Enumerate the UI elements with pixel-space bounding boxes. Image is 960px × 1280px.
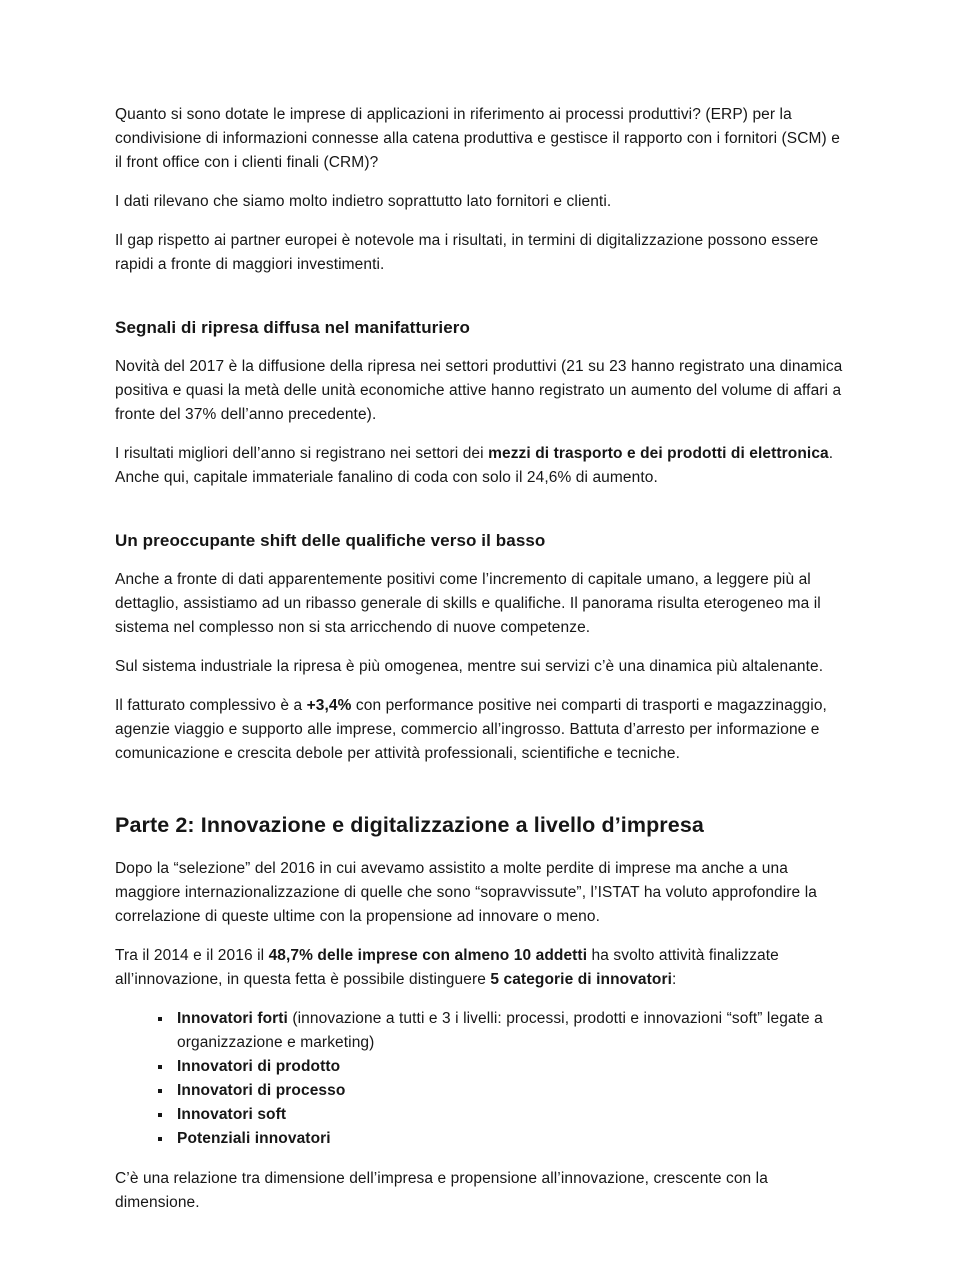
paragraph	[115, 655, 848, 679]
text-run: con performance positive nei comparti di trasporti e magazzinaggio, agenzie viaggio e supporto alle imprese, commercio all’ingrosso. Battuta d’arresto per informazione e comunicazione e crescita debole per attività professionali, scientifiche e tecniche.	[115, 697, 827, 762]
bold-text-run: 5 categorie di innovatori	[490, 971, 673, 988]
bold-text-run: Segnali di ripresa diffusa nel manifatturiero	[115, 318, 470, 337]
bold-text-run: Un preoccupante shift delle qualifiche verso il basso	[115, 531, 546, 550]
text-run: Novità del 2017 è la diffusione della ripresa nei settori produttivi (21 su 23 hanno registrato una dinamica positiva e quasi la metà delle unità economiche attive hanno registrato un aumento del volume di affari a fronte del 37% dell’anno precedente).	[115, 358, 843, 423]
paragraph	[115, 1167, 848, 1215]
paragraph	[115, 442, 848, 490]
text-run: Dopo la “selezione” del 2016 in cui avevamo assistito a molte perdite di imprese ma anche a una maggiore internazionalizzazione di quelle che sono “sopravvissute”, l’ISTAT ha voluto approfondire la correlazione di queste ultime con la propensione ad innovare o meno.	[115, 860, 817, 925]
list-item	[173, 1007, 848, 1055]
bold-text-run: Innovatori forti	[177, 1010, 288, 1027]
paragraph	[115, 694, 848, 766]
text-run: Tra il 2014 e il 2016 il	[115, 947, 269, 964]
paragraph	[115, 229, 848, 277]
text-run: (innovazione a tutti e 3 i livelli: processi, prodotti e innovazioni “soft” legate a organizzazione e marketing)	[177, 1010, 823, 1051]
list-item	[173, 1055, 848, 1079]
paragraph	[115, 103, 848, 175]
paragraph	[115, 190, 848, 214]
section-heading	[115, 317, 848, 339]
text-run: Anche a fronte di dati apparentemente positivi come l’incremento di capitale umano, a leggere più al dettaglio, assistiamo ad un ribasso generale di skills e qualifiche. Il panorama risulta eterogeneo ma il sistema nel complesso non si sta arricchendo di nuove competenze.	[115, 571, 821, 636]
list-item	[173, 1127, 848, 1151]
text-run: Il gap rispetto ai partner europei è notevole ma i risultati, in termini di digitalizzazione possono essere rapidi a fronte di maggiori investimenti.	[115, 232, 819, 273]
bold-text-run: Parte 2: Innovazione e digitalizzazione a livello d’impresa	[115, 813, 704, 837]
paragraph	[115, 944, 848, 992]
text-run: ha svolto attività finalizzate all’innovazione, in questa fetta è possibile distinguere	[115, 947, 779, 988]
text-run: I risultati migliori dell’anno si registrano nei settori dei	[115, 445, 489, 462]
list-item	[173, 1103, 848, 1127]
section-heading	[115, 530, 848, 552]
bold-text-run: Innovatori soft	[177, 1106, 287, 1123]
bold-text-run: +3,4%	[306, 697, 352, 714]
paragraph	[115, 355, 848, 427]
bold-text-run: Innovatori di prodotto	[177, 1058, 341, 1075]
text-run: I dati rilevano che siamo molto indietro soprattutto lato fornitori e clienti.	[115, 193, 612, 210]
bold-text-run: mezzi di trasporto e dei prodotti di elettronica	[488, 445, 829, 462]
part-heading	[115, 812, 848, 839]
bold-text-run: Potenziali innovatori	[177, 1130, 331, 1147]
text-run: . Anche qui, capitale immateriale fanalino di coda con solo il 24,6% di aumento.	[115, 445, 834, 486]
text-run: Sul sistema industriale la ripresa è più omogenea, mentre sui servizi c’è una dinamica più altalenante.	[115, 658, 824, 675]
bold-text-run: Innovatori di processo	[177, 1082, 346, 1099]
text-run: :	[672, 971, 677, 988]
text-run: C’è una relazione tra dimensione dell’impresa e propensione all’innovazione, crescente con la dimensione.	[115, 1170, 768, 1211]
document-body	[115, 103, 848, 1215]
paragraph	[115, 857, 848, 929]
text-run: Quanto si sono dotate le imprese di applicazioni in riferimento ai processi produttivi? (ERP) per la condivisione di informazioni connesse alla catena produttiva e gestisce il rapporto con i fornitori (SCM) e il front office con i clienti finali (CRM)?	[115, 106, 840, 171]
bullet-list	[115, 1007, 848, 1151]
bold-text-run: 48,7% delle imprese con almeno 10 addetti	[268, 947, 588, 964]
list-item	[173, 1079, 848, 1103]
text-run: Il fatturato complessivo è a	[115, 697, 307, 714]
paragraph	[115, 568, 848, 640]
